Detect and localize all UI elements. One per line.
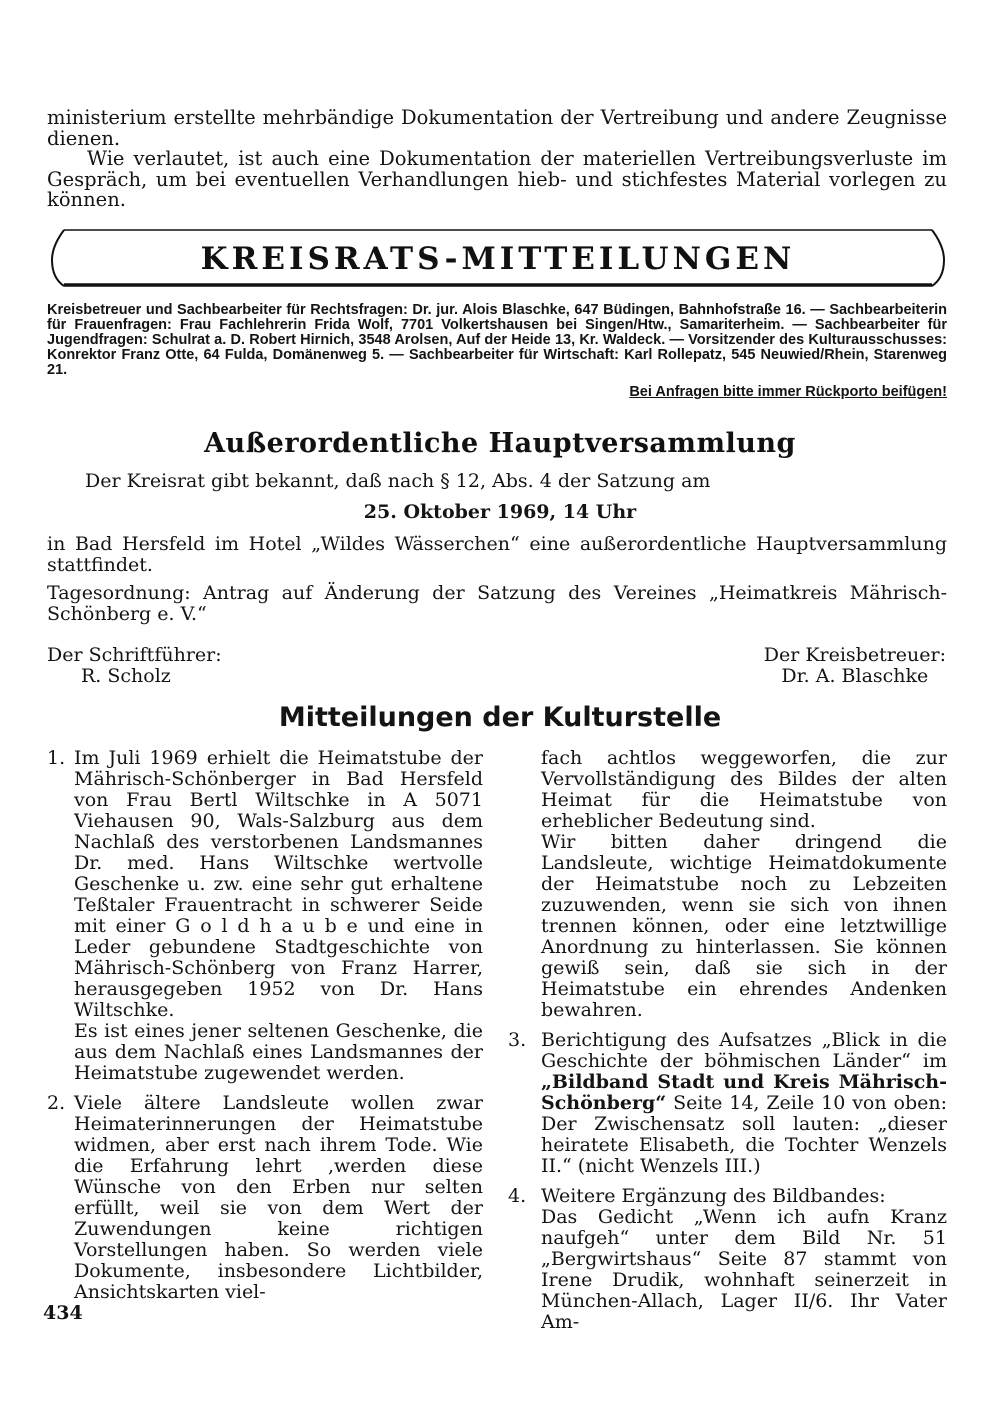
- officers-list: [47, 303, 947, 378]
- kulturstelle-heading: Mitteilungen der Kulturstelle: [278, 702, 722, 733]
- meeting-date: 25. Oktober 1969, 14 Uhr: [363, 501, 637, 523]
- signature-secretary: [47, 645, 222, 687]
- role-label: Rechtsfragen:: [310, 302, 408, 318]
- list-item: [508, 1030, 947, 1177]
- intro-text: [47, 108, 947, 211]
- return-postage-note: Bei Anfragen bitte immer Rückporto beifügen!: [629, 384, 947, 400]
- item-number: 4.: [508, 1185, 527, 1207]
- item-text-part: Berichtigung des Aufsatzes „Blick in die Geschichte der böhmischen Länder“ im: [541, 1029, 947, 1072]
- item-text: Viele ältere Landsleute wollen zwar Heimaterinnerungen der Heimatstube widmen, aber erst nach ihrem Tode. Wie die Erfahrung lehrt ,werden diese Wünsche von den Erben nur selten erfüllt, weil sie von dem Wert der Zuwendungen keine richtigen Vorstellungen haben. So werden viele Dokumente, insbesondere Lichtbilder, Ansichtskarten viel-: [74, 1092, 483, 1303]
- officer-text: Frau Fachlehrerin Frida Wolf, 7701 Volkertshausen bei Singen/Htw., Samariterheim. — Sachbearbeiter für: [171, 317, 947, 333]
- meeting-agenda: Tagesordnung: Antrag auf Änderung der Satzung des Vereines „Heimatkreis Mährisch-Schönberg e. V.“: [47, 582, 947, 625]
- item-text: Weitere Ergänzung des Bildbandes:: [541, 1185, 886, 1207]
- page-number: 434: [43, 1302, 83, 1324]
- meeting-heading: Außerordentliche Hauptversammlung: [204, 428, 796, 459]
- role-label: Wirtschaft:: [543, 347, 620, 363]
- signature-name: Dr. A. Blaschke: [781, 665, 929, 687]
- item-text-part: und eine in Leder gebundene Stadtgeschichte von Mährisch-Schönberg von Franz Harrer, herausgegeben 1952 von Dr. Hans Wiltschke.: [74, 915, 483, 1021]
- meeting-location: in Bad Hersfeld im Hotel „Wildes Wässerchen“ eine außerordentliche Hauptversammlung stattfindet.: [47, 533, 947, 576]
- item-text-part: Im Juli 1969 erhielt die Heimatstube der Mährisch-Schönberger in Bad Hersfeld von Frau Bertl Wiltschke in A 5071 Viehausen 90, Wals-Salzburg aus dem Nachlaß des verstorbenen Landsmannes Dr. med. Hans Wiltschke wertvolle Geschenke u. zw. eine sehr gut erhaltene Teßtaler Frauentracht in schwerer Seide mit einer: [74, 747, 483, 937]
- list-item: [47, 748, 483, 1084]
- officer-text: Dr. jur. Alois Blaschke, 647 Büdingen, Bahnhofstraße 16. — Sachbearbeiterin für: [47, 302, 947, 333]
- signature-chair: [764, 645, 946, 687]
- bildband-title: „Bildband Stadt und Kreis Mährisch-Schönberg“: [541, 1071, 947, 1114]
- intro-paragraph-1: ministerium erstellte mehrbändige Dokumentation der Vertreibung und andere Zeugnisse dienen.: [47, 106, 947, 150]
- officer-text: Konrektor Franz Otte, 64 Fulda, Domänenweg 5. — Sachbearbeiter für: [47, 347, 544, 363]
- list-item: [47, 1093, 483, 1303]
- item-text: Wir bitten daher dringend die Landsleute, wichtige Heimatdokumente der Heimatstube noch zu Lebzeiten zuzuwenden, wenn sie sich von ihnen trennen können, oder eine letztwillige Anordnung zu hinterlassen. Sie können gewiß sein, daß sie sich in der Heimatstube ein ehrendes Andenken bewahren.: [541, 831, 947, 1021]
- item-text-part: Seite 14, Zeile 10 von oben: Der Zwischensatz soll lauten: „dieser heiratete Elisabeth, die Tochter Wenzels II.“ (nicht Wenzels III.): [541, 1092, 947, 1177]
- role-label: Jugendfragen:: [47, 332, 148, 348]
- banner-title: KREISRATS-MITTEILUNGEN: [200, 241, 796, 277]
- item-text: Das Gedicht „Wenn ich aufn Kranz naufgeh“ unter dem Bild Nr. 51 „Bergwirtshaus“ Seite 87 stammt von Irene Drudik, wohnhaft seinerzeit in München-Allach, Lager II/6. Ihr Vater Am-: [541, 1206, 947, 1333]
- list-item: [508, 1186, 947, 1333]
- officer-text: Karl Rollepatz, 545 Neuwied/Rhein, Starenweg 21.: [47, 347, 947, 378]
- officer-text: und Sachbearbeiter für: [141, 302, 311, 318]
- signature-title: Der Schriftführer:: [47, 644, 222, 666]
- left-column: [47, 748, 483, 1312]
- item-number: 3.: [508, 1029, 527, 1051]
- item-text: Es ist eines jener seltenen Geschenke, die aus dem Nachlaß eines Landsmannes der Heimatstube zugewendet werden.: [74, 1020, 483, 1084]
- item-number: 2.: [47, 1092, 66, 1114]
- role-label: Frauenfragen:: [74, 317, 172, 333]
- item-number: 1.: [47, 747, 66, 769]
- item-text: fach achtlos weggeworfen, die zur Vervollständigung des Bildes der alten Heimat für die Heimatstube von erheblicher Bedeutung sind.: [541, 747, 947, 832]
- officer-text: Schulrat a. D. Robert Hirnich, 3548 Arolsen, Auf der Heide 13, Kr. Waldeck. — Vorsitzender des: [147, 332, 809, 348]
- signature-name: R. Scholz: [81, 665, 171, 687]
- goldhaube-text: G o l d h a u b e: [175, 915, 358, 937]
- intro-paragraph-2: Wie verlautet, ist auch eine Dokumentation der materiellen Vertreibungsverluste im Gespräch, um bei eventuellen Verhandlungen hieb- und stichfestes Material vorlegen zu können.: [47, 147, 947, 211]
- item-text: [74, 748, 483, 1021]
- meeting-announcement: Der Kreisrat gibt bekannt, daß nach § 12, Abs. 4 der Satzung am: [85, 470, 711, 492]
- right-column: [508, 748, 947, 1342]
- role-label: Kulturausschusses:: [808, 332, 947, 348]
- kreisrat-banner: [50, 226, 946, 290]
- role-label: Kreisbetreuer: [47, 302, 142, 318]
- item-continuation: [508, 748, 947, 1021]
- signature-title: Der Kreisbetreuer:: [763, 644, 946, 666]
- item-text: [541, 1030, 947, 1177]
